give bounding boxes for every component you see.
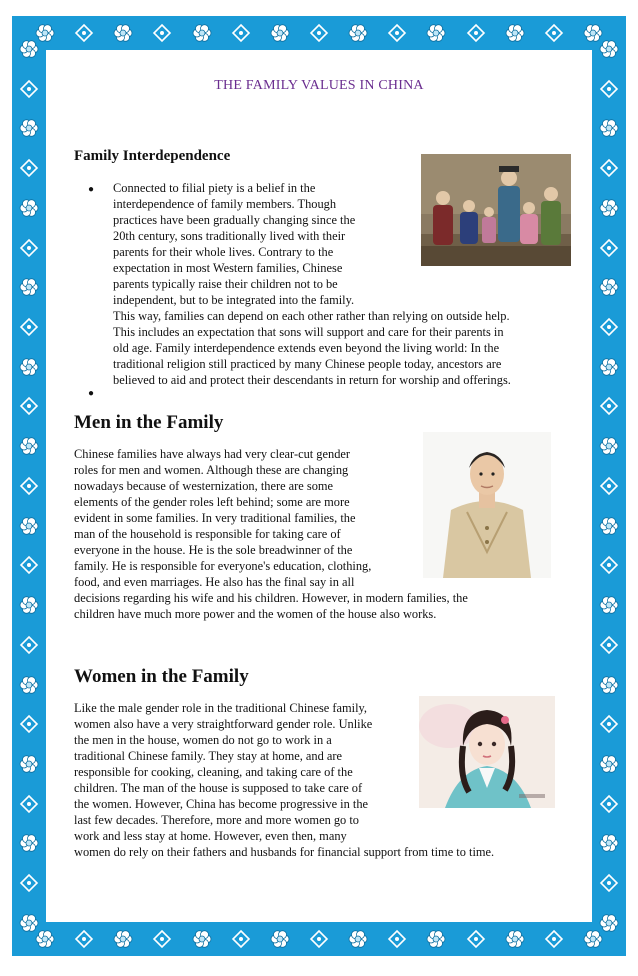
interdependence-text-wide — [113, 308, 591, 388]
text-line: Chinese families have always had very clear-cut gender — [74, 447, 351, 461]
text-line: parents for their whole lives. Contrary to the — [113, 245, 334, 259]
flower-ornament-icon — [598, 912, 620, 934]
text-line: independent, but to be integrated into the family. — [113, 293, 355, 307]
flower-ornament-icon — [425, 22, 447, 44]
diamond-ornament-icon — [598, 554, 620, 576]
diamond-ornament-icon — [598, 634, 620, 656]
text-line: everyone in the house. He is the sole breadwinner of the — [74, 543, 353, 557]
diamond-ornament-icon — [73, 928, 95, 950]
diamond-ornament-icon — [598, 395, 620, 417]
diamond-ornament-icon — [151, 22, 173, 44]
diamond-ornament-icon — [598, 475, 620, 497]
border-pattern-left — [12, 16, 46, 956]
diamond-ornament-icon — [18, 554, 40, 576]
man-portrait-image — [423, 432, 551, 578]
text-line: This includes an expectation that sons will support and care for their parents in — [113, 325, 504, 339]
text-line: traditional Chinese family. They stay at home, and are — [74, 749, 343, 763]
text-line: old age. Family interdependence extends even beyond the living world: In the — [113, 341, 500, 355]
diamond-ornament-icon — [598, 237, 620, 259]
flower-ornament-icon — [598, 832, 620, 854]
flower-ornament-icon — [18, 515, 40, 537]
section-heading-interdependence: Family Interdependence — [74, 148, 231, 164]
men-text-narrow — [74, 446, 414, 590]
text-line: responsible for cooking, cleaning, and taking care of the — [74, 765, 353, 779]
text-line: women also have a very straightforward gender role. Unlike — [74, 717, 373, 731]
flower-ornament-icon — [598, 38, 620, 60]
text-line: man of the household is responsible for taking care of — [74, 527, 341, 541]
flower-ornament-icon — [347, 928, 369, 950]
diamond-ornament-icon — [598, 78, 620, 100]
flower-ornament-icon — [18, 832, 40, 854]
text-line: work and less stay at home. However, even then, many — [74, 829, 347, 843]
flower-ornament-icon — [18, 356, 40, 378]
flower-ornament-icon — [191, 928, 213, 950]
flower-ornament-icon — [191, 22, 213, 44]
flower-ornament-icon — [598, 594, 620, 616]
text-line: food, and even marriages. He also has the final say in all — [74, 575, 355, 589]
text-line: women do rely on their fathers and husbands for financial support from time to time. — [74, 845, 495, 859]
diamond-ornament-icon — [18, 793, 40, 815]
section-heading-women: Women in the Family — [74, 666, 249, 687]
flower-ornament-icon — [269, 928, 291, 950]
flower-ornament-icon — [18, 435, 40, 457]
diamond-ornament-icon — [598, 872, 620, 894]
diamond-ornament-icon — [18, 475, 40, 497]
text-line: practices have been gradually changing since the — [113, 213, 356, 227]
diamond-ornament-icon — [151, 928, 173, 950]
text-line: children have much more power and the women of the house also works. — [74, 607, 437, 621]
section-heading-men: Men in the Family — [74, 412, 224, 433]
flower-ornament-icon — [18, 674, 40, 696]
flower-ornament-icon — [18, 276, 40, 298]
text-line: traditional religion still practiced by many Chinese people today, ancestors are — [113, 357, 502, 371]
flower-ornament-icon — [269, 22, 291, 44]
flower-ornament-icon — [18, 117, 40, 139]
flower-ornament-icon — [18, 912, 40, 934]
empty-bullet-marker: ● — [88, 388, 95, 399]
diamond-ornament-icon — [465, 22, 487, 44]
diamond-ornament-icon — [598, 793, 620, 815]
flower-ornament-icon — [598, 515, 620, 537]
diamond-ornament-icon — [18, 157, 40, 179]
diamond-ornament-icon — [18, 237, 40, 259]
diamond-ornament-icon — [598, 157, 620, 179]
text-line: expectation in most Western families, Chinese — [113, 261, 343, 275]
diamond-ornament-icon — [230, 928, 252, 950]
bullet-marker: ● — [88, 184, 95, 195]
diamond-ornament-icon — [386, 22, 408, 44]
flower-ornament-icon — [598, 674, 620, 696]
woman-illustration-image — [419, 696, 555, 808]
family-painting-image — [421, 154, 571, 266]
flower-ornament-icon — [112, 928, 134, 950]
diamond-ornament-icon — [18, 316, 40, 338]
flower-ornament-icon — [18, 753, 40, 775]
text-line: roles for men and women. Although these are changing — [74, 463, 349, 477]
diamond-ornament-icon — [18, 78, 40, 100]
diamond-ornament-icon — [18, 634, 40, 656]
diamond-ornament-icon — [465, 928, 487, 950]
flower-ornament-icon — [347, 22, 369, 44]
diamond-ornament-icon — [598, 713, 620, 735]
diamond-ornament-icon — [386, 928, 408, 950]
flower-ornament-icon — [504, 928, 526, 950]
text-line: interdependence of family members. Though — [113, 197, 337, 211]
flower-ornament-icon — [425, 928, 447, 950]
text-line: 20th century, sons traditionally lived with their — [113, 229, 346, 243]
diamond-ornament-icon — [230, 22, 252, 44]
border-pattern-bottom — [12, 922, 626, 956]
diamond-ornament-icon — [18, 395, 40, 417]
text-line: nowadays because of westernization, there are some — [74, 479, 334, 493]
text-line: last few decades. Therefore, more and more women go to — [74, 813, 359, 827]
text-line: This way, families can depend on each other rather than relying on outside help. — [113, 309, 510, 323]
flower-ornament-icon — [598, 435, 620, 457]
flower-ornament-icon — [598, 753, 620, 775]
text-line: parents typically raise their children not to be — [113, 277, 338, 291]
page-content — [46, 50, 592, 922]
text-line: Connected to filial piety is a belief in the — [113, 181, 316, 195]
women-text-wide — [74, 844, 589, 860]
text-line: Like the male gender role in the traditional Chinese family, — [74, 701, 368, 715]
diamond-ornament-icon — [73, 22, 95, 44]
diamond-ornament-icon — [598, 316, 620, 338]
text-line: believed to aid and protect their descendants in return for worship and offerings. — [113, 373, 511, 387]
diamond-ornament-icon — [543, 928, 565, 950]
text-line: evident in some families. In very traditional families, the — [74, 511, 356, 525]
flower-ornament-icon — [598, 197, 620, 219]
page-title: THE FAMILY VALUES IN CHINA — [214, 78, 424, 93]
men-text-wide — [74, 590, 584, 622]
flower-ornament-icon — [598, 117, 620, 139]
interdependence-text-narrow — [113, 180, 423, 308]
diamond-ornament-icon — [543, 22, 565, 44]
flower-ornament-icon — [504, 22, 526, 44]
text-line: the women. However, China has become progressive in the — [74, 797, 369, 811]
text-line: children. The man of the house is supposed to take care of — [74, 781, 363, 795]
women-text-narrow — [74, 700, 418, 844]
flower-ornament-icon — [18, 38, 40, 60]
flower-ornament-icon — [18, 594, 40, 616]
border-pattern-top — [12, 16, 626, 50]
text-line: decisions regarding his wife and his children. However, in modern families, the — [74, 591, 468, 605]
flower-ornament-icon — [598, 276, 620, 298]
text-line: the men in the house, women do not go to work in a — [74, 733, 332, 747]
diamond-ornament-icon — [18, 713, 40, 735]
text-line: family. He is responsible for everyone's education, clothing, — [74, 559, 372, 573]
diamond-ornament-icon — [308, 22, 330, 44]
flower-ornament-icon — [18, 197, 40, 219]
border-pattern-right — [592, 16, 626, 956]
flower-ornament-icon — [112, 22, 134, 44]
diamond-ornament-icon — [18, 872, 40, 894]
flower-ornament-icon — [598, 356, 620, 378]
text-line: elements of the gender roles left behind; some are more — [74, 495, 350, 509]
diamond-ornament-icon — [308, 928, 330, 950]
